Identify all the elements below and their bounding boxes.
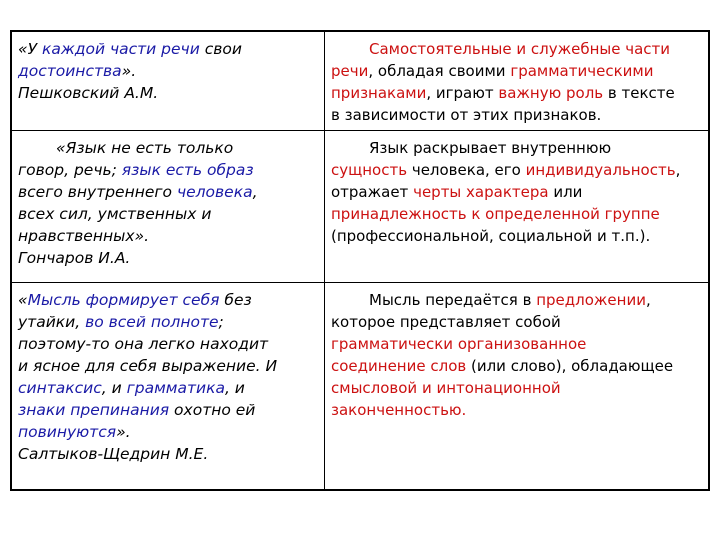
explanation-cell (325, 131, 710, 283)
explanation-highlight: важную роль (498, 84, 604, 102)
quote-line: нравственных». (18, 227, 150, 245)
quote-highlight: знаки препинания (18, 401, 170, 419)
quote-line (18, 311, 318, 333)
quote-highlight: повинуются (18, 423, 117, 441)
quote-cell (11, 131, 325, 283)
explanation-line (331, 60, 702, 82)
explanation-line: Язык раскрывает внутреннюю (369, 139, 612, 157)
explanation-highlight: соединение слов (331, 357, 467, 375)
quote-highlight: синтаксис (18, 379, 102, 397)
quote-line: и ясное для себя выражение. И (18, 357, 278, 375)
explanation-highlight: признаками (331, 84, 427, 102)
explanation-line: которое представляет собой (331, 313, 561, 331)
quote-highlight: язык есть образ (121, 161, 254, 179)
quote-line: «Язык не есть только (56, 139, 234, 157)
explanation-text: отражает (331, 183, 414, 201)
quote-line: всех сил, умственных и (18, 205, 212, 223)
quote-highlight: человека (176, 183, 253, 201)
quotes-table (10, 30, 710, 491)
quote-highlight: грамматика (126, 379, 225, 397)
quote-line (18, 181, 318, 203)
explanation-text: , (675, 161, 681, 179)
quote-highlight: достоинства (18, 62, 122, 80)
explanation-line: грамматически организованное (331, 335, 587, 353)
quote-text: , (252, 183, 258, 201)
explanation-cell (325, 31, 710, 131)
explanation-line (331, 82, 702, 104)
quote-cell (11, 283, 325, 491)
explanation-text: , обладая своими (368, 62, 511, 80)
quote-cell (11, 31, 325, 131)
explanation-line: законченностью. (331, 401, 467, 419)
explanation-text: , играют (426, 84, 499, 102)
explanation-text: , (645, 291, 651, 309)
explanation-line: смысловой и интонационной (331, 379, 561, 397)
quote-author: Пешковский А.М. (18, 84, 159, 102)
explanation-highlight: черты характера (413, 183, 549, 201)
quote-line: поэтому-то она легко находит (18, 335, 269, 353)
explanation-line: принадлежность к определенной группе (331, 205, 660, 223)
quote-text: всего внутреннего (18, 183, 177, 201)
quote-line (18, 289, 318, 311)
explanation-line (331, 289, 702, 311)
explanation-line (331, 159, 702, 181)
quote-highlight: во всей полноте (85, 313, 219, 331)
quote-text: ». (116, 423, 131, 441)
table-row (11, 283, 709, 491)
quote-highlight: каждой части речи (41, 40, 200, 58)
quote-author: Гончаров И.А. (18, 249, 131, 267)
quote-line (18, 399, 318, 421)
explanation-line: в зависимости от этих признаков. (331, 106, 602, 124)
quote-text: « (18, 291, 28, 309)
quote-text: утайки, (18, 313, 86, 331)
explanation-text: человека, его (407, 161, 526, 179)
quote-author: Салтыков-Щедрин М.Е. (18, 445, 209, 463)
quote-text: , и (101, 379, 127, 397)
quote-text: ; (218, 313, 224, 331)
quote-text: говор, речь; (18, 161, 122, 179)
table-row (11, 31, 709, 131)
explanation-line: Самостоятельные и служебные части (369, 40, 671, 58)
quote-text: охотно ей (169, 401, 256, 419)
explanation-line: (профессиональной, социальной и т.п.). (331, 227, 651, 245)
quote-line (18, 377, 318, 399)
explanation-line (331, 355, 702, 377)
explanation-highlight: речи (331, 62, 369, 80)
explanation-text: (или слово), обладающее (466, 357, 674, 375)
explanation-highlight: сущность (331, 161, 408, 179)
explanation-text: Мысль передаётся в (369, 291, 537, 309)
explanation-text: в тексте (603, 84, 675, 102)
quote-text: , и (224, 379, 245, 397)
quote-text: ». (121, 62, 137, 80)
explanation-cell (325, 283, 710, 491)
explanation-text: или (548, 183, 583, 201)
quote-line (18, 38, 318, 60)
quote-text: свои (199, 40, 242, 58)
explanation-highlight: грамматическими (510, 62, 654, 80)
table-row (11, 131, 709, 283)
quote-text: «У (18, 40, 42, 58)
quote-line (18, 421, 318, 443)
quote-text: без (219, 291, 252, 309)
quote-highlight: Мысль формирует себя (27, 291, 220, 309)
explanation-line (331, 181, 702, 203)
quote-line (18, 159, 318, 181)
explanation-highlight: индивидуальность (525, 161, 676, 179)
explanation-highlight: предложении (536, 291, 646, 309)
quote-line (18, 60, 318, 82)
